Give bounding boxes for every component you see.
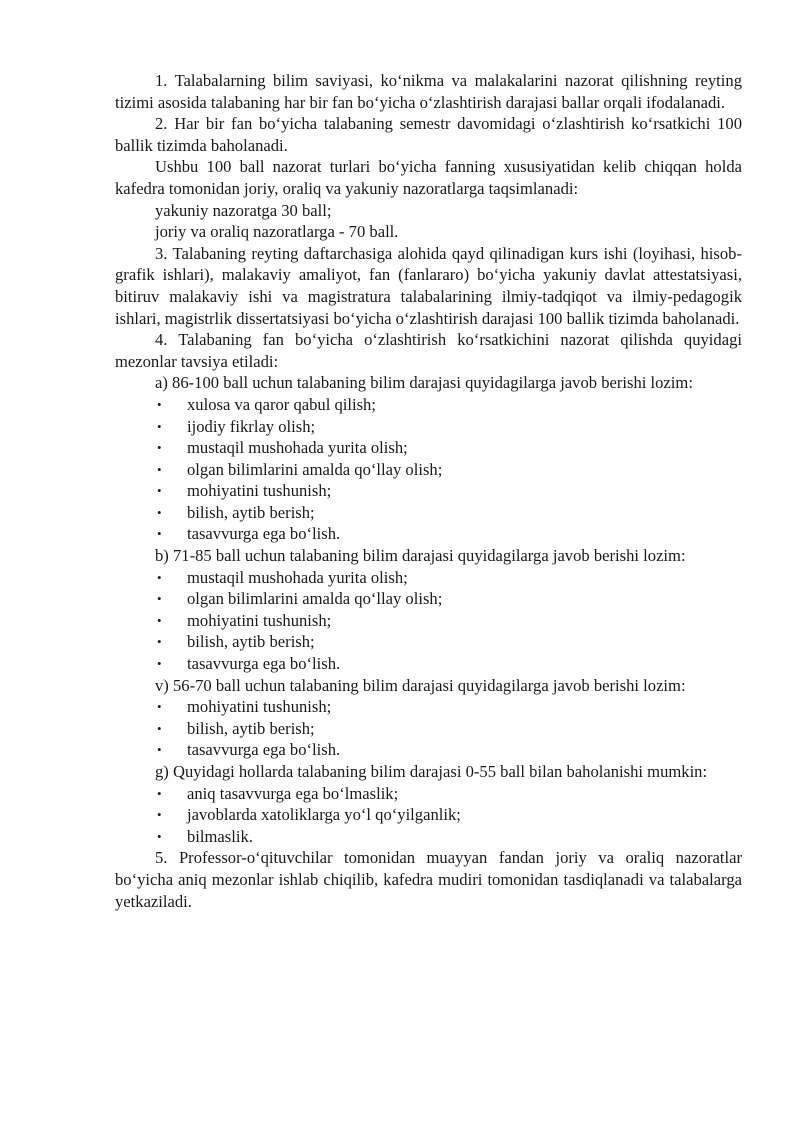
criteria-g-list: [115, 783, 742, 848]
list-item: • tasavvurga ega bo‘lish.: [187, 523, 742, 545]
criteria-b-intro: b) 71-85 ball uchun talabaning bilim darajasi quyidagilarga javob berishi lozim:: [155, 546, 686, 566]
list-item: • bilish, aytib berish;: [187, 631, 742, 653]
document-body: [115, 70, 742, 912]
paragraph-3: Ushbu 100 ball nazorat turlari bo‘yicha fanning xususiyatidan kelib chiqqan holda kafedra tomonidan joriy, oraliq va yakuniy nazoratlarga taqsimlanadi:: [115, 157, 742, 198]
list-item: • ijodiy fikrlay olish;: [187, 416, 742, 438]
criteria-g-intro: g) Quyidagi hollarda talabaning bilim darajasi 0-55 ball bilan baholanishi mumkin:: [155, 762, 708, 781]
list-item: • tasavvurga ega bo‘lish.: [187, 653, 742, 675]
paragraph-2: 2. Har bir fan bo‘yicha talabaning semestr davomidagi o‘zlashtirish ko‘rsatkichi 100 ballik tizimda baholanadi.: [115, 114, 742, 155]
list-item: • mohiyatini tushunish;: [187, 610, 742, 632]
list-item: • bilmaslik.: [187, 826, 742, 848]
list-item: • mohiyatini tushunish;: [187, 480, 742, 502]
list-item: • tasavvurga ega bo‘lish.: [187, 739, 742, 761]
criteria-a-intro: a) 86-100 ball uchun talabaning bilim darajasi quyidagilarga javob berishi lozim:: [155, 373, 693, 393]
criteria-b-list: [115, 567, 742, 675]
list-item: • mustaqil mushohada yurita olish;: [187, 437, 742, 459]
criteria-v-list: [115, 696, 742, 761]
list-item: • javoblarda xatoliklarga yo‘l qo‘yilganlik;: [187, 804, 742, 826]
paragraph-4-criteria: 4. Talabaning fan bo‘yicha o‘zlashtirish ko‘rsatkichini nazorat qilishda quyidagi mezonlar tavsiya etiladi:: [115, 330, 742, 371]
criteria-v-intro: v) 56-70 ball uchun talabaning bilim darajasi quyidagilarga javob berishi lozim:: [155, 675, 686, 695]
list-item: • mohiyatini tushunish;: [187, 696, 742, 718]
paragraph-5: 5. Professor-o‘qituvchilar tomonidan muayyan fandan joriy va oraliq nazoratlar bo‘yicha aniq mezonlar ishlab chiqilib, kafedra mudiri tomonidan tasdiqlanadi va talabalarga yetkaziladi.: [115, 848, 742, 911]
current-control-line: joriy va oraliq nazoratlarga - 70 ball.: [155, 222, 399, 242]
list-item: • aniq tasavvurga ega bo‘lmaslik;: [187, 783, 742, 805]
criteria-a-list: [115, 394, 742, 545]
list-item: • olgan bilimlarini amalda qo‘llay olish;: [187, 588, 742, 610]
paragraph-1: 1. Talabalarning bilim saviyasi, ko‘nikma va malakalarini nazorat qilishning reyting tizimi asosida talabaning har bir fan bo‘yicha o‘zlashtirish darajasi ballar orqali ifodalanadi.: [115, 71, 742, 112]
list-item: • xulosa va qaror qabul qilish;: [187, 394, 742, 416]
list-item: • bilish, aytib berish;: [187, 718, 742, 740]
list-item: • mustaqil mushohada yurita olish;: [187, 567, 742, 589]
paragraph-3-rating: 3. Talabaning reyting daftarchasiga alohida qayd qilinadigan kurs ishi (loyihasi, hisob-grafik ishlari), malakaviy amaliyot, fan (fanlararo) bo‘yicha yakuniy davlat attestatsiyasi, bitiruv malakaviy ishi va magistratura talabalarining ilmiy-tadqiqot va ilmiy-pedagogik ishlari, magistrlik dissertatsiyasi bo‘yicha o‘zlashtirish darajasi 100 ballik tizimda baholanadi.: [115, 243, 742, 328]
final-control-line: yakuniy nazoratga 30 ball;: [155, 200, 332, 220]
list-item: • bilish, aytib berish;: [187, 502, 742, 524]
list-item: • olgan bilimlarini amalda qo‘llay olish;: [187, 459, 742, 481]
